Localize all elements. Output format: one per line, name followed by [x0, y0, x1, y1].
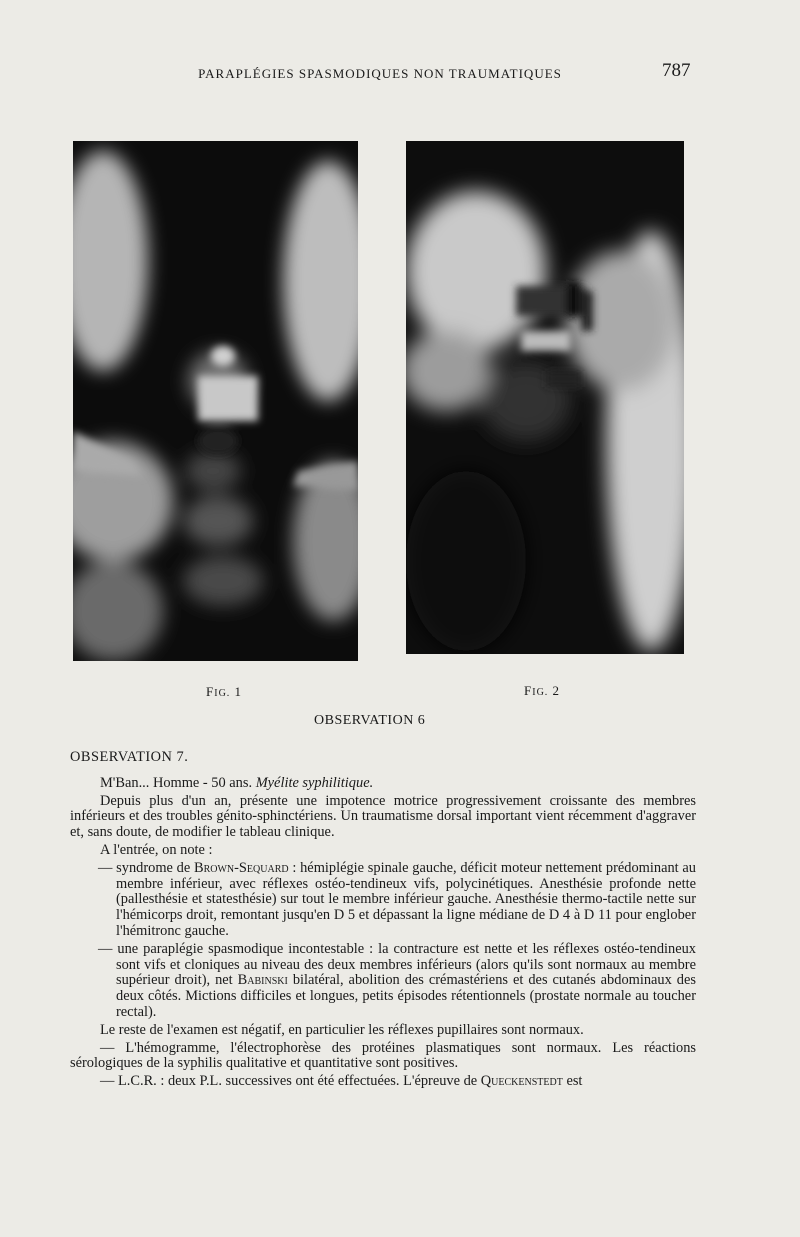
- figure-2-radiograph: [406, 141, 684, 654]
- body-text: [70, 750, 696, 1090]
- observation-6-heading: OBSERVATION 6: [314, 713, 426, 728]
- finding-item-2: — une paraplégie spasmodique incontestable : la contracture est nette et les réflexes ostéo-tendineux sont vifs et cloniques au niveau des deux membres inférieurs (alors qu'ils sont normaux au membre supérieur droit), net Babinski bilatéral, abolition des crémastériens et des cutanés abdominaux des deux côtés. Mictions difficiles et longues, petits épisodes rétentionnels (prostate normale au toucher rectal).: [98, 940, 696, 1020]
- figure-1-caption: FIG. 1: [206, 684, 243, 699]
- figure-2-caption: FIG. 2: [524, 683, 561, 698]
- diagnosis: Myélite syphilitique.: [255, 774, 374, 791]
- entry-paragraph: A l'entrée, on note :: [100, 841, 213, 858]
- hemogram-paragraph: — L'hémogramme, l'électrophorèse des protéines plasmatiques sont normaux. Les réactions sérologiques de la syphilis qualitative et quantitative sont positives.: [70, 1039, 696, 1072]
- section-title: OBSERVATION 7.: [70, 749, 189, 765]
- history-paragraph: Depuis plus d'un an, présente une impotence motrice progressivement croissante des membres inférieurs et des troubles génito-sphinctériens. Un traumatisme dorsal important vient récemment d'aggraver et, sans doute, de modifier le tableau clinique.: [70, 792, 696, 841]
- radiograph-1-image: [73, 141, 358, 661]
- figure-1-radiograph: [73, 141, 358, 661]
- finding-item-1: — syndrome de Brown-Sequard : hémiplégie spinale gauche, déficit moteur nettement prédominant au membre inférieur, avec réflexes ostéo-tendineux vifs, polycinétiques. Anesthésie profonde nette (pallesthésie et statesthésie) sur tout le membre inférieur gauche. Anesthésie thermo-tactile nette sur l'hémicorps droit, remontant jusqu'en D 5 et dépassant la ligne médiane de D 4 à D 11 pour englober l'hémitronc gauche.: [98, 859, 696, 939]
- rest-paragraph: Le reste de l'examen est négatif, en particulier les réflexes pupillaires sont normaux.: [100, 1021, 584, 1038]
- page-number: 787: [662, 60, 691, 81]
- lcr-paragraph: — L.C.R. : deux P.L. successives ont été effectuées. L'épreuve de Queckenstedt est: [100, 1073, 583, 1090]
- radiograph-2-image: [406, 141, 684, 654]
- running-title: PARAPLÉGIES SPASMODIQUES NON TRAUMATIQUES: [198, 66, 562, 81]
- patient-line: M'Ban... Homme - 50 ans. Myélite syphilitique.: [100, 774, 374, 791]
